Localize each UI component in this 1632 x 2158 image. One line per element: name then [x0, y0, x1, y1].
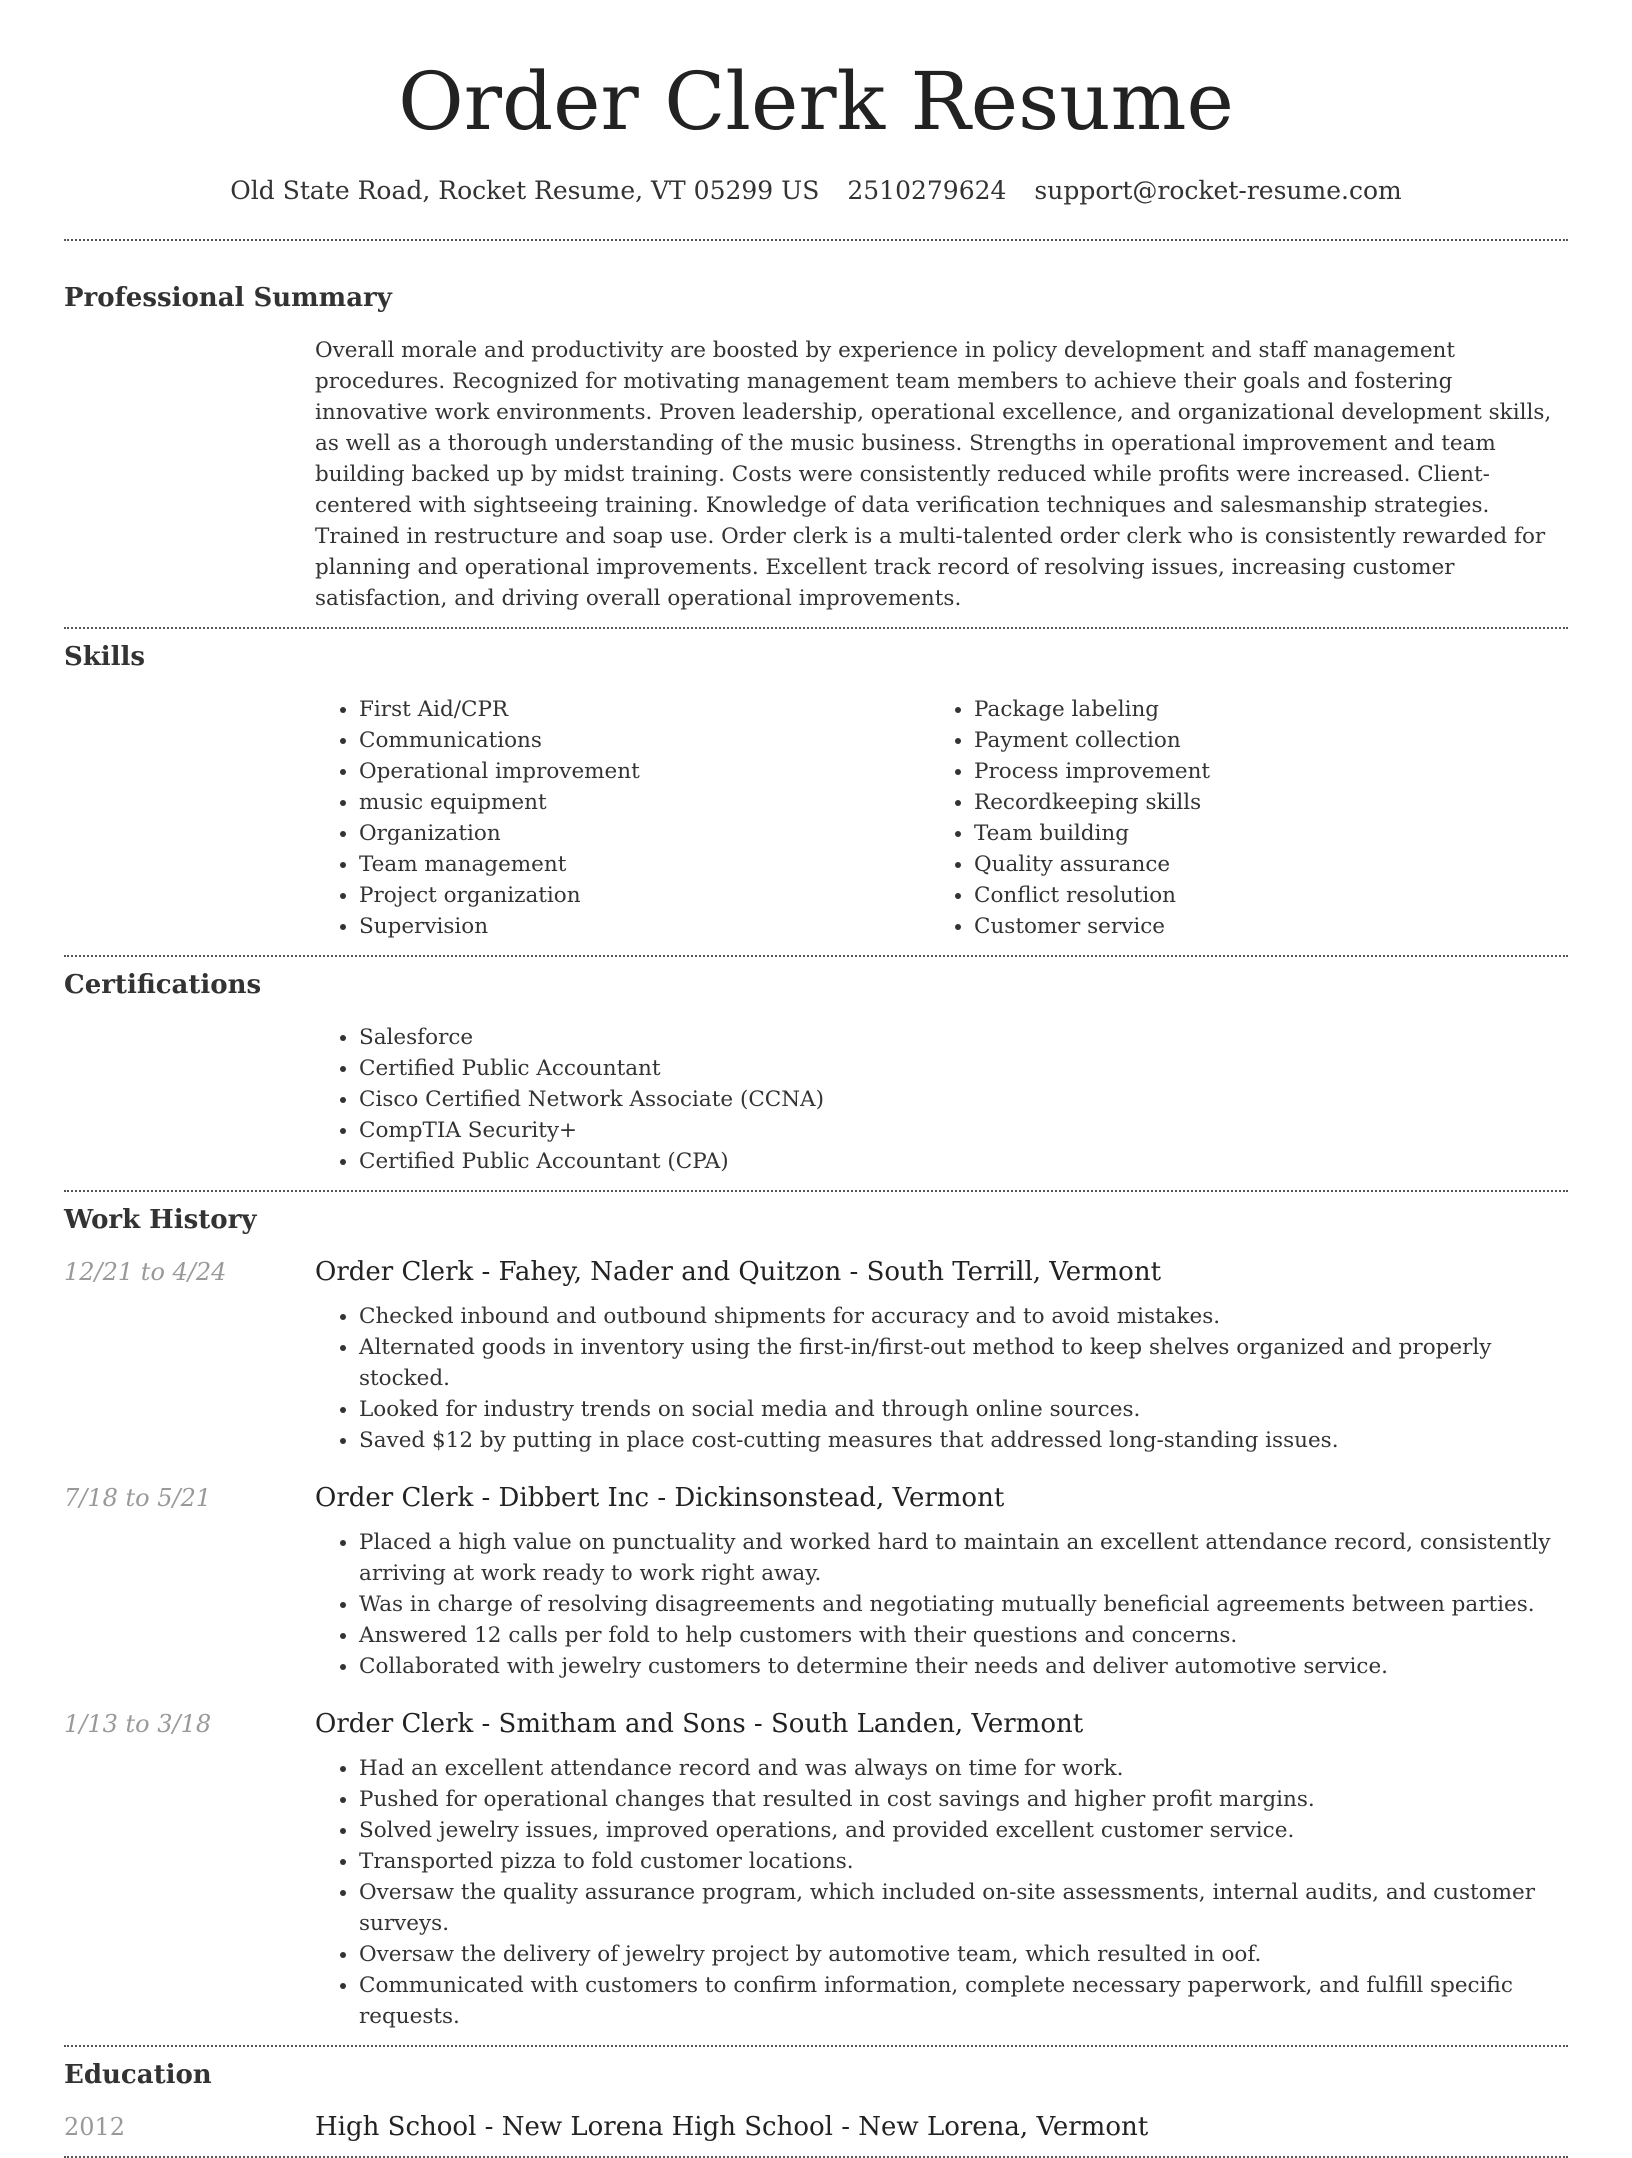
skills-column-left	[315, 694, 930, 942]
job-dates: 7/18 to 5/21	[64, 1484, 212, 1512]
job-bullet: • Placed a high value on punctuality and worked hard to maintain an excellent attendance record, consistently arriving at work ready to work right away.	[359, 1527, 1568, 1589]
contact-line	[64, 174, 1568, 208]
resume-page	[64, 0, 1568, 2158]
skill-item: • Conflict resolution	[974, 880, 1568, 911]
summary-body	[315, 335, 1568, 614]
skill-item: • Team management	[359, 849, 930, 880]
education-title: High School - New Lorena High School - New Lorena, Vermont	[315, 2112, 1149, 2142]
section-divider	[64, 1190, 1568, 1192]
job-bullet: • Communicated with customers to confirm information, complete necessary paperwork, and fulfill specific requests.	[359, 1970, 1568, 2032]
job-entry	[64, 1257, 1568, 1456]
job-bullet: • Oversaw the delivery of jewelry project by automotive team, which resulted in oof.	[359, 1939, 1568, 1970]
work-history-heading: Work History	[64, 1205, 257, 1235]
skills-list	[315, 694, 1568, 942]
education-year: 2012	[64, 2113, 126, 2141]
job-bullet: • Oversaw the quality assurance program, which included on-site assessments, internal audits, and customer surveys.	[359, 1877, 1568, 1939]
contact-email: support@rocket-resume.com	[1034, 176, 1402, 205]
skill-item: • Recordkeeping skills	[974, 787, 1568, 818]
skill-item: • Project organization	[359, 880, 930, 911]
skill-item: • Payment collection	[974, 725, 1568, 756]
education-entry	[64, 2112, 1568, 2142]
certification-item: • CompTIA Security+	[359, 1115, 1568, 1146]
job-bullet: • Solved jewelry issues, improved operations, and provided excellent customer service.	[359, 1815, 1568, 1846]
job-header	[64, 1257, 1568, 1287]
job-bullet: • Alternated goods in inventory using the first-in/first-out method to keep shelves organized and properly stocked.	[359, 1332, 1568, 1394]
job-header	[64, 1483, 1568, 1513]
job-bullet: • Checked inbound and outbound shipments for accuracy and to avoid mistakes.	[359, 1301, 1568, 1332]
job-bullet: • Collaborated with jewelry customers to determine their needs and deliver automotive service.	[359, 1651, 1568, 1682]
skill-item: • First Aid/CPR	[359, 694, 930, 725]
contact-phone: 2510279624	[847, 176, 1007, 205]
job-bullet: • Pushed for operational changes that resulted in cost savings and higher profit margins.	[359, 1784, 1568, 1815]
section-divider	[64, 955, 1568, 957]
skills-heading: Skills	[64, 642, 146, 672]
certifications-heading: Certifications	[64, 970, 262, 1000]
certification-item: • Certified Public Accountant	[359, 1053, 1568, 1084]
job-dates: 12/21 to 4/24	[64, 1258, 227, 1286]
job-bullet: • Transported pizza to fold customer locations.	[359, 1846, 1568, 1877]
job-bullet: • Saved $12 by putting in place cost-cutting measures that addressed long-standing issues.	[359, 1425, 1568, 1456]
certification-item: • Salesforce	[359, 1022, 1568, 1053]
summary-section	[64, 281, 1568, 614]
job-title: Order Clerk - Dibbert Inc - Dickinsonstead, Vermont	[315, 1483, 1005, 1513]
job-bullets	[315, 1753, 1568, 2032]
job-bullet: • Was in charge of resolving disagreements and negotiating mutually beneficial agreements between parties.	[359, 1589, 1568, 1620]
page-title: Order Clerk Resume	[398, 55, 1234, 148]
work-history-section	[64, 1203, 1568, 2032]
job-bullets	[315, 1301, 1568, 1456]
job-header	[64, 1709, 1568, 1739]
job-entry	[64, 1483, 1568, 1682]
skills-section	[64, 640, 1568, 942]
education-heading: Education	[64, 2060, 212, 2090]
section-divider	[64, 627, 1568, 629]
job-dates: 1/13 to 3/18	[64, 1710, 212, 1738]
skill-item: • Organization	[359, 818, 930, 849]
skills-column-right	[930, 694, 1568, 942]
summary-text: Overall morale and productivity are boosted by experience in policy development and staff management procedures. Recognized for motivating management team members to achieve their goals and fostering innovative work environments. Proven leadership, operational excellence, and organizational development skills, as well as a thorough understanding of the music business. Strengths in operational improvement and team building backed up by midst training. Costs were consistently reduced while profits were increased. Client-centered with sightseeing training. Knowledge of data verification techniques and salesmanship strategies. Trained in restructure and soap use. Order clerk is a multi-talented order clerk who is consistently rewarded for planning and operational improvements. Excellent track record of resolving issues, increasing customer satisfaction, and driving overall operational improvements.	[315, 338, 1552, 611]
skill-item: • Package labeling	[974, 694, 1568, 725]
certification-item: • Certified Public Accountant (CPA)	[359, 1146, 1568, 1177]
certifications-list	[315, 1022, 1568, 1177]
section-divider	[64, 2045, 1568, 2047]
certification-item: • Cisco Certified Network Associate (CCNA)	[359, 1084, 1568, 1115]
skill-item: • Quality assurance	[974, 849, 1568, 880]
job-bullet: • Looked for industry trends on social media and through online sources.	[359, 1394, 1568, 1425]
contact-address: Old State Road, Rocket Resume, VT 05299 US	[230, 176, 820, 205]
job-bullet: • Answered 12 calls per fold to help customers with their questions and concerns.	[359, 1620, 1568, 1651]
job-entry	[64, 1709, 1568, 2032]
skill-item: • Communications	[359, 725, 930, 756]
skill-item: • music equipment	[359, 787, 930, 818]
skill-item: • Team building	[974, 818, 1568, 849]
job-title: Order Clerk - Fahey, Nader and Quitzon - South Terrill, Vermont	[315, 1257, 1162, 1287]
certifications-section	[64, 968, 1568, 1177]
section-divider	[64, 239, 1568, 241]
job-bullet: • Had an excellent attendance record and was always on time for work.	[359, 1753, 1568, 1784]
job-title: Order Clerk - Smitham and Sons - South Landen, Vermont	[315, 1709, 1084, 1739]
skill-item: • Customer service	[974, 911, 1568, 942]
skill-item: • Operational improvement	[359, 756, 930, 787]
skill-item: • Process improvement	[974, 756, 1568, 787]
summary-heading: Professional Summary	[64, 283, 392, 313]
skill-item: • Supervision	[359, 911, 930, 942]
job-bullets	[315, 1527, 1568, 1682]
education-section	[64, 2058, 1568, 2142]
